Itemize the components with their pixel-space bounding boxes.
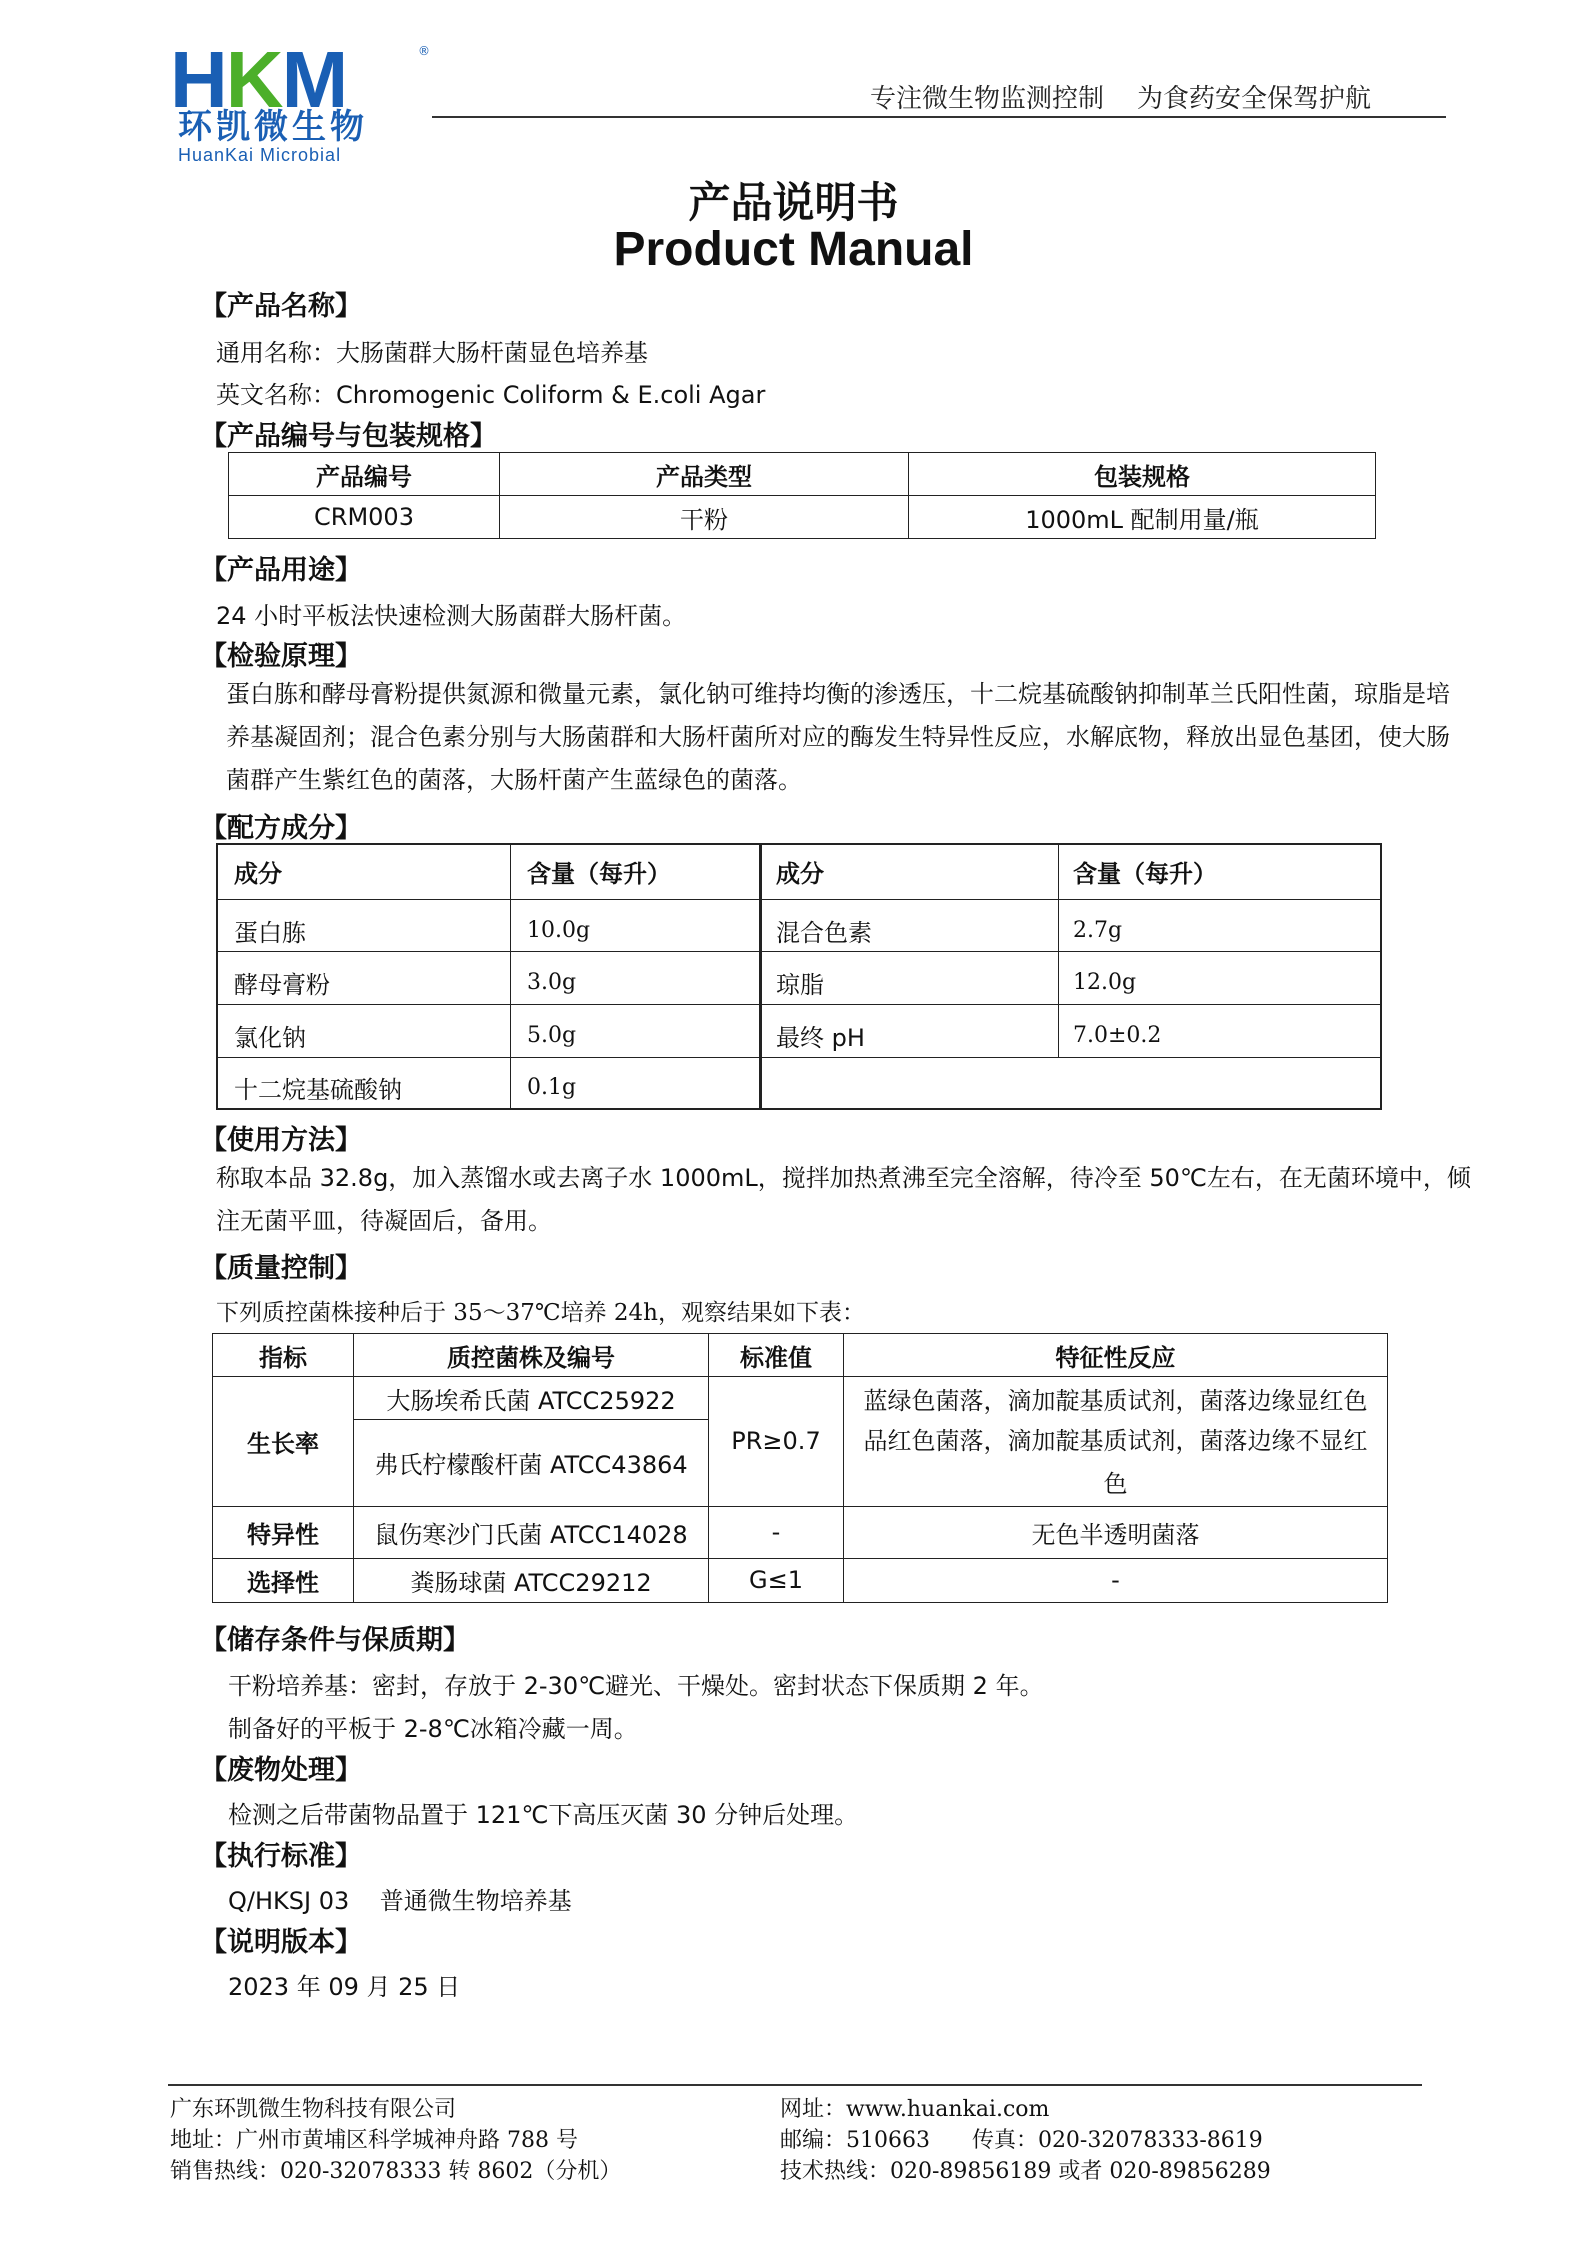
footer-company: 广东环凯微生物科技有限公司 xyxy=(170,2097,457,2122)
formula-ingredient: 氯化钠 xyxy=(217,1004,511,1057)
header-slogan: 专注微生物监测控制 为食药安全保驾护航 xyxy=(870,84,1372,114)
packaging-code: CRM003 xyxy=(229,496,500,539)
packaging-header-type: 产品类型 xyxy=(500,453,909,496)
formula-ingredient: 琼脂 xyxy=(761,951,1059,1004)
method-line-2: 注无菌平皿，待凝固后，备用。 xyxy=(216,1207,552,1235)
common-name: 通用名称：大肠菌群大肠杆菌显色培养基 xyxy=(216,339,648,367)
packaging-type: 干粉 xyxy=(500,496,909,539)
principle-line-2: 养基凝固剂；混合色素分别与大肠菌群和大肠杆菌所对应的酶发生特异性反应，水解底物，释放出显色基团，使大肠 xyxy=(226,723,1450,751)
english-name: 英文名称：Chromogenic Coliform & E.coli Agar xyxy=(216,381,766,409)
qc-reaction-citrobacter xyxy=(844,1420,1388,1507)
section-heading-packaging: 【产品编号与包装规格】 xyxy=(200,421,497,452)
section-heading-product-name: 【产品名称】 xyxy=(200,291,362,322)
qc-intro: 下列质控菌株接种后于 35～37℃培养 24h，观察结果如下表： xyxy=(216,1300,865,1326)
logo-english-name: HuanKai Microbial xyxy=(178,145,342,165)
packaging-header-code: 产品编号 xyxy=(229,453,500,496)
formula-empty-cell xyxy=(761,1057,1382,1109)
section-heading-storage: 【储存条件与保质期】 xyxy=(200,1625,470,1656)
version-date: 2023 年 09 月 25 日 xyxy=(228,1973,461,2001)
principle-paragraph xyxy=(226,673,1476,802)
footer-divider xyxy=(168,2084,1422,2086)
qc-strain-citrobacter: 弗氏柠檬酸杆菌 ATCC43864 xyxy=(354,1420,709,1507)
qc-reaction-salmonella: 无色半透明菌落 xyxy=(844,1506,1388,1558)
formula-header-amount-2: 含量（每升） xyxy=(1059,844,1382,899)
standard-text: Q/HKSJ 03 普通微生物培养基 xyxy=(228,1887,572,1915)
formula-header-amount-1: 含量（每升） xyxy=(511,844,761,899)
header-divider xyxy=(432,116,1446,118)
footer-postcode-fax: 邮编：510663 传真：020-32078333-8619 xyxy=(780,2128,1263,2153)
section-heading-method: 【使用方法】 xyxy=(200,1125,362,1156)
formula-amount: 7.0±0.2 xyxy=(1059,1004,1382,1057)
method-paragraph xyxy=(216,1157,1476,1243)
qc-reaction-citrobacter-line-1: 品红色菌落，滴加靛基质试剂，菌落边缘不显红 xyxy=(863,1426,1368,1455)
qc-growth-standard: PR≥0.7 xyxy=(709,1377,844,1507)
qc-reaction-ecoli: 蓝绿色菌落，滴加靛基质试剂，菌落边缘显红色 xyxy=(844,1377,1388,1420)
formula-amount: 12.0g xyxy=(1059,951,1382,1004)
formula-header-ingredient-1: 成分 xyxy=(217,844,511,899)
logo-letter-h: H xyxy=(170,35,226,124)
method-line-1: 称取本品 32.8g，加入蒸馏水或去离子水 1000mL，搅拌加热煮沸至完全溶解，待冷至 50℃左右，在无菌环境中，倾 xyxy=(216,1164,1471,1192)
formula-amount: 2.7g xyxy=(1059,899,1382,951)
section-heading-usage: 【产品用途】 xyxy=(200,555,362,586)
title-chinese: 产品说明书 xyxy=(688,178,899,227)
qc-reaction-citrobacter-line-2: 色 xyxy=(1103,1469,1128,1498)
section-heading-principle: 【检验原理】 xyxy=(200,641,362,672)
qc-header-reaction: 特征性反应 xyxy=(844,1334,1388,1377)
formula-header-ingredient-2: 成分 xyxy=(761,844,1059,899)
packaging-spec: 1000mL 配制用量/瓶 xyxy=(909,496,1376,539)
section-heading-version: 【说明版本】 xyxy=(200,1927,362,1958)
title-english: Product Manual xyxy=(613,223,974,276)
formula-amount: 5.0g xyxy=(511,1004,761,1057)
formula-ingredient: 酵母膏粉 xyxy=(217,951,511,1004)
footer-tech-hotline: 技术热线：020-89856189 或者 020-89856289 xyxy=(780,2159,1271,2184)
registered-mark: ® xyxy=(418,44,430,58)
logo-letter-m: M xyxy=(281,35,347,124)
section-heading-formula: 【配方成分】 xyxy=(200,813,362,844)
logo-chinese-name: 环凯微生物 xyxy=(178,107,368,147)
qc-strain-ecoli: 大肠埃希氏菌 ATCC25922 xyxy=(354,1377,709,1420)
section-heading-standard: 【执行标准】 xyxy=(200,1841,362,1872)
principle-line-1: 蛋白胨和酵母膏粉提供氮源和微量元素，氯化钠可维持均衡的渗透压，十二烷基硫酸钠抑制革兰氏阳性菌，琼脂是培 xyxy=(226,680,1450,708)
formula-amount: 0.1g xyxy=(511,1057,761,1109)
qc-select-standard: G≤1 xyxy=(709,1558,844,1602)
logo-letter-k: K xyxy=(225,35,282,124)
formula-table xyxy=(216,843,1382,1110)
qc-table xyxy=(212,1333,1388,1603)
packaging-header-spec: 包装规格 xyxy=(909,453,1376,496)
formula-amount: 10.0g xyxy=(511,899,761,951)
qc-specific-standard: - xyxy=(709,1506,844,1558)
formula-ingredient: 最终 pH xyxy=(761,1004,1059,1057)
qc-growth-label: 生长率 xyxy=(213,1377,354,1507)
storage-dry-powder: 干粉培养基：密封，存放于 2-30℃避光、干燥处。密封状态下保质期 2 年。 xyxy=(228,1672,1044,1700)
section-heading-waste: 【废物处理】 xyxy=(200,1755,362,1786)
footer-sales-hotline: 销售热线：020-32078333 转 8602（分机） xyxy=(170,2159,622,2184)
packaging-table xyxy=(228,452,1376,539)
footer-address: 地址：广州市黄埔区科学城神舟路 788 号 xyxy=(170,2128,578,2153)
qc-header-strain: 质控菌株及编号 xyxy=(354,1334,709,1377)
section-heading-qc: 【质量控制】 xyxy=(200,1253,362,1284)
principle-line-3: 菌群产生紫红色的菌落，大肠杆菌产生蓝绿色的菌落。 xyxy=(226,766,802,794)
usage-text: 24 小时平板法快速检测大肠菌群大肠杆菌。 xyxy=(216,602,687,630)
formula-ingredient: 混合色素 xyxy=(761,899,1059,951)
storage-plates: 制备好的平板于 2-8℃冰箱冷藏一周。 xyxy=(228,1715,638,1743)
qc-header-indicator: 指标 xyxy=(213,1334,354,1377)
formula-ingredient: 十二烷基硫酸钠 xyxy=(217,1057,511,1109)
qc-reaction-enterococcus: - xyxy=(844,1558,1388,1602)
footer-website: 网址：www.huankai.com xyxy=(780,2097,1050,2122)
formula-ingredient: 蛋白胨 xyxy=(217,899,511,951)
qc-select-label: 选择性 xyxy=(213,1558,354,1602)
qc-header-standard: 标准值 xyxy=(709,1334,844,1377)
waste-text: 检测之后带菌物品置于 121℃下高压灭菌 30 分钟后处理。 xyxy=(228,1801,859,1829)
qc-strain-salmonella: 鼠伤寒沙门氏菌 ATCC14028 xyxy=(354,1506,709,1558)
formula-amount: 3.0g xyxy=(511,951,761,1004)
qc-specific-label: 特异性 xyxy=(213,1506,354,1558)
qc-strain-enterococcus: 粪肠球菌 ATCC29212 xyxy=(354,1558,709,1602)
